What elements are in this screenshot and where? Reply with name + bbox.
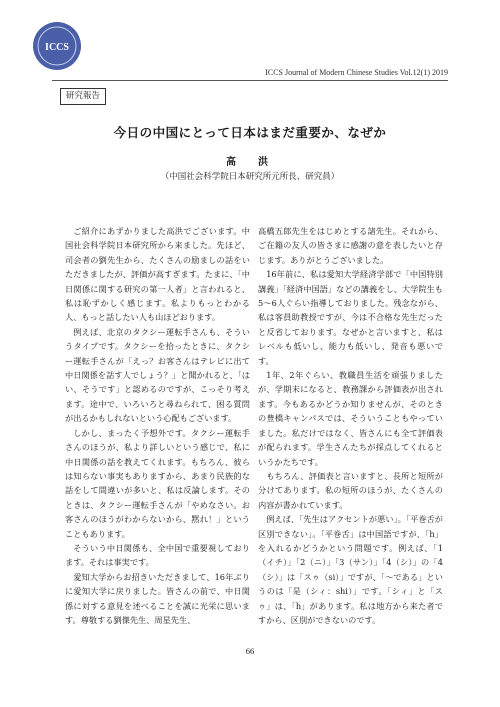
page-number: 66 [245,646,255,656]
body-column-left [65,224,250,627]
paragraph: 16年前に、私は愛知大学経済学部で「中国特別講義」「経済中国語」などの講義をし、大学院生も5〜6人ぐらい指導しておりました。残念ながら、私は客員助教授ですが、今は不合格な先生だったと反省しております。なぜかと言いますと、私はレベルも低いし、能力も低いし、発音も悪いです。 [258,269,443,366]
header-rule [52,80,448,81]
author-affiliation: （中国社会科学院日本研究所元所長、研究員） [160,172,340,182]
journal-logo [31,20,83,72]
author-name: 高 洪 [226,157,274,168]
svg-text:ICCS: ICCS [45,42,69,53]
article-title: 今日の中国にとって日本はまだ重要か、なぜか [113,125,387,140]
journal-citation: ICCS Journal of Modern Chinese Studies Vol.12(1) 2019 [265,68,448,77]
paragraph: 高橋五郎先生をはじめとする諸先生。それから、ご在籍の友人の皆さまに感謝の意を表したいと存じます。ありがとうございました。 [258,226,443,265]
paragraph: もちろん、評価表と言いますと、長所と短所が分けてあります。私の短所のほうが、たくさんの内容が書かれています。 [258,470,443,510]
paragraph: しかし、まったく予想外です。タクシー運転手さんのほうが、私より詳しいという感じで、私に中日関係の話を教えてくれます。もちろん、彼らは知らない事実もありますから、あまり民族的な話をして間違いが多いと、私は反論します。そのときは、タクシー運転手さんが「やめなさい。お客さんのほうがわからないから、黙れ！」ということもあります。 [65,427,250,539]
body-column-right [258,224,443,627]
paragraph: 愛知大学からお招きいただきまして、16年ぶりに愛知大学に戻りました。皆さんの前で、中日関係に対する意見を述べることを誠に光栄に思います。尊敬する劉傑先生、周星先生、 [65,571,250,625]
paragraph: 例えば、北京のタクシー運転手さんも、そういうタイプです。タクシーを拾ったときに、タクシー運転手さんが「えっ？お客さんはテレビに出て中日関係を話す人でしょう？」と聞かれると、「はい、そうです」と認めるのですが、こっそり考えます。途中で、いろいろと尋ねられて、困る質問が出るかもしれないという心配もございます。 [65,326,250,424]
section-tag: 研究報告 [60,88,106,105]
paragraph: 例えば、「先生はアクセントが悪い」。「平巻舌が区別できない」。「平巻舌」は中国語ですが、「h」を入れるかどうかという問題です。例えば、「1（イチ）」「2（ニ）」「3（サン）」「4（シ）」の「4（シ）」は「スゥ（si）」ですが、「〜である」というのは「是（シィ：shi）」です。「シィ」と「スゥ」は、「h」があります。私は地方から来た者ですから、区別ができないのです。 [258,514,443,625]
paragraph: 1年、2年ぐらい、教職員生活を頑張りましたが、学期末になると、教務課から評価表が出されます。今もあるかどうか知りませんが、そのときの豊橋キャンパスでは、そういうこともやっていました。私だけではなく、皆さんにも全て評価表が配られます。学生さんたちが採点してくれるというかたちです。 [258,370,443,467]
paragraph: ご紹介にあずかりました高洪でございます。中国社会科学院日本研究所から来ました。先ほど、司会者の劉先生から、たくさんの励ましの話をいただきましたが、評価が高すぎます。たまに、「中日関係に関する研究の第一人者」と言われると、私は恥ずかしく感じます。私よりもっとわかる人、もっと話したい人も山ほどおります。 [65,226,250,323]
paragraph: そういう中日関係も、全中国で重要視しております。それは事実です。 [65,542,250,568]
